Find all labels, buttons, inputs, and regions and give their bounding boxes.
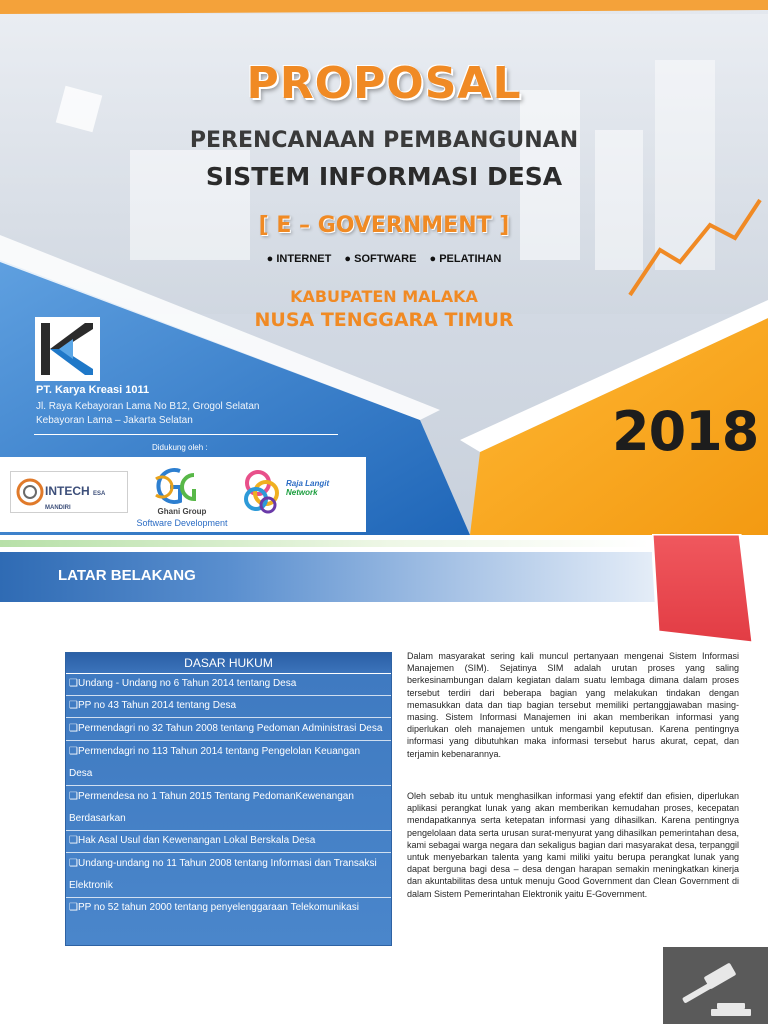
company-name: PT. Karya Kreasi 1011 — [36, 384, 150, 396]
document-subtitle-line1: PERENCANAAN PEMBANGUNAN — [189, 128, 579, 153]
bullet-text: PELATIHAN — [439, 253, 502, 265]
ghani-mark-icon — [132, 465, 232, 507]
region-province: NUSA TENGGARA TIMUR — [254, 309, 514, 331]
checkbox-icon: ❑ — [69, 746, 78, 757]
checkbox-icon: ❑ — [69, 678, 78, 689]
supported-by-label: Didukung oleh : — [152, 443, 208, 452]
raja-line2: Network — [286, 488, 318, 497]
legal-basis-text: Hak Asal Usul dan Kewenangan Lokal Berskala Desa — [77, 835, 316, 846]
legal-basis-text: Undang - Undang no 6 Tahun 2014 tentang Desa — [77, 678, 297, 689]
background-paragraph-2: Oleh sebab itu untuk menghasilkan informasi yang efektif dan efisien, diperlukan aplikasi perangkat lunak yang akan memberikan kemudahan proses, kecepatan mendapatkannya serta ketepatan informasi yang dihasilkan. Karena pentingnya pengelolaan data serta urusan surat-menyurat yang dihasilkan pemerintahan desa, kami sebagai warga negara dan sekaligus bagian dari masyarakat desa, terpanggil untuk menyebarkan talenta yang kami miliki yaitu berupa perangkat lunak yang dapat berguna bagi desa – desa dengan harapan semakin meningkatkan kinerja dan akuntabilitas desa untuk menuju Good Government dan Clean Government di dalam Sistem Pemerintahan Elektronik yaitu E-Government. — [407, 791, 739, 899]
legal-basis-text: PP no 52 tahun 2000 tentang penyelenggaraan Telekomunikasi — [77, 902, 359, 913]
intech-logo — [10, 471, 128, 513]
gavel-icon — [663, 947, 768, 1024]
legal-basis-item — [66, 674, 391, 696]
ghani-subtitle: Software Development — [136, 518, 228, 528]
legal-basis-item — [66, 898, 391, 919]
ghani-group-logo — [132, 465, 232, 531]
bullet-text: SOFTWARE — [354, 253, 417, 265]
top-orange-strip — [0, 0, 768, 14]
legal-basis-item — [66, 741, 391, 786]
checkbox-icon: ❑ — [69, 723, 78, 734]
legal-basis-item — [66, 786, 391, 831]
bullet-item: ● PELATIHAN — [429, 253, 502, 265]
k-logo-icon — [35, 317, 100, 381]
legal-basis-item — [66, 853, 391, 898]
legal-basis-item — [66, 696, 391, 718]
ghani-name: Ghani Group — [157, 507, 207, 516]
raja-langit-text — [286, 479, 329, 497]
document-subtitle-line2: SISTEM INFORMASI DESA — [205, 162, 563, 191]
legal-basis-list — [66, 674, 391, 919]
legal-basis-title: DASAR HUKUM — [184, 656, 273, 670]
red-corner-tab — [652, 534, 753, 643]
raja-langit-logo — [240, 467, 350, 523]
service-bullets — [0, 253, 768, 265]
checkbox-icon: ❑ — [69, 902, 78, 913]
legal-basis-panel — [65, 652, 392, 946]
bullet-item: ● INTERNET — [266, 253, 332, 265]
region-regency: KABUPATEN MALAKA — [290, 287, 478, 306]
intech-suffix: ESA MANDIRI — [45, 491, 106, 511]
section-title: LATAR BELAKANG — [58, 567, 196, 584]
legal-basis-item — [66, 718, 391, 741]
raja-line1: Raja Langit — [286, 479, 330, 488]
document-title: PROPOSAL — [246, 58, 522, 109]
legal-basis-text: PP no 43 Tahun 2014 tentang Desa — [77, 700, 237, 711]
intech-text — [45, 484, 127, 512]
legal-basis-text: Permendesa no 1 Tahun 2015 Tentang PedomanKewenangan Berdasarkan — [69, 791, 354, 824]
egov-tagline: [ E – GOVERNMENT ] — [258, 213, 510, 238]
legal-basis-text: Permendagri no 113 Tahun 2014 tentang Pengelolan Keuangan Desa — [69, 746, 361, 779]
checkbox-icon: ❑ — [69, 791, 78, 802]
legal-basis-text: Permendagri no 32 Tahun 2008 tentang Pedoman Administrasi Desa — [77, 723, 383, 734]
divider — [34, 434, 338, 435]
company-address — [36, 400, 259, 428]
checkbox-icon: ❑ — [69, 835, 78, 846]
bullet-text: INTERNET — [276, 253, 332, 265]
intech-name: INTECH — [45, 484, 90, 498]
intech-mark-icon — [15, 477, 45, 507]
background-paragraph-1: Dalam masyarakat sering kali muncul pertanyaan mengenai Sistem Informasi Manajemen (SIM). Sejatinya SIM adalah urutan proses yang saling berkesinambungan dalam kegiatan dalam suatu lembaga dimana dalam proses tersebut terdiri dari beberapa bagian yang melakukan tindakan dengan memasukkan data dan tiap bagian tersebut memiliki pertanggjawaban masing-masing. Sistem Informasi Manajemen ini akan memberikan informasi yang diperlukan oleh manajemen untuk mengambil keputusan. Karena pentingnya informasi yang dibutuhkan maka informasi tersebut harus akurat, cepat, dan terjamin kebenarannya. — [407, 651, 739, 759]
legal-basis-text: Undang-undang no 11 Tahun 2008 tentang Informasi dan Transaksi Elektronik — [69, 858, 377, 891]
band-accent-line — [0, 540, 650, 547]
address-line: Kebayoran Lama – Jakarta Selatan — [36, 415, 193, 426]
year-label: 2018 — [612, 400, 759, 463]
checkbox-icon: ❑ — [69, 700, 78, 711]
bullet-item: ● SOFTWARE — [344, 253, 417, 265]
legal-basis-header — [66, 653, 391, 674]
sponsor-logos — [0, 457, 366, 532]
legal-basis-item — [66, 831, 391, 853]
address-line: Jl. Raya Kebayoran Lama No B12, Grogol Selatan — [36, 401, 260, 412]
raja-langit-mark-icon — [240, 467, 286, 517]
checkbox-icon: ❑ — [69, 858, 78, 869]
